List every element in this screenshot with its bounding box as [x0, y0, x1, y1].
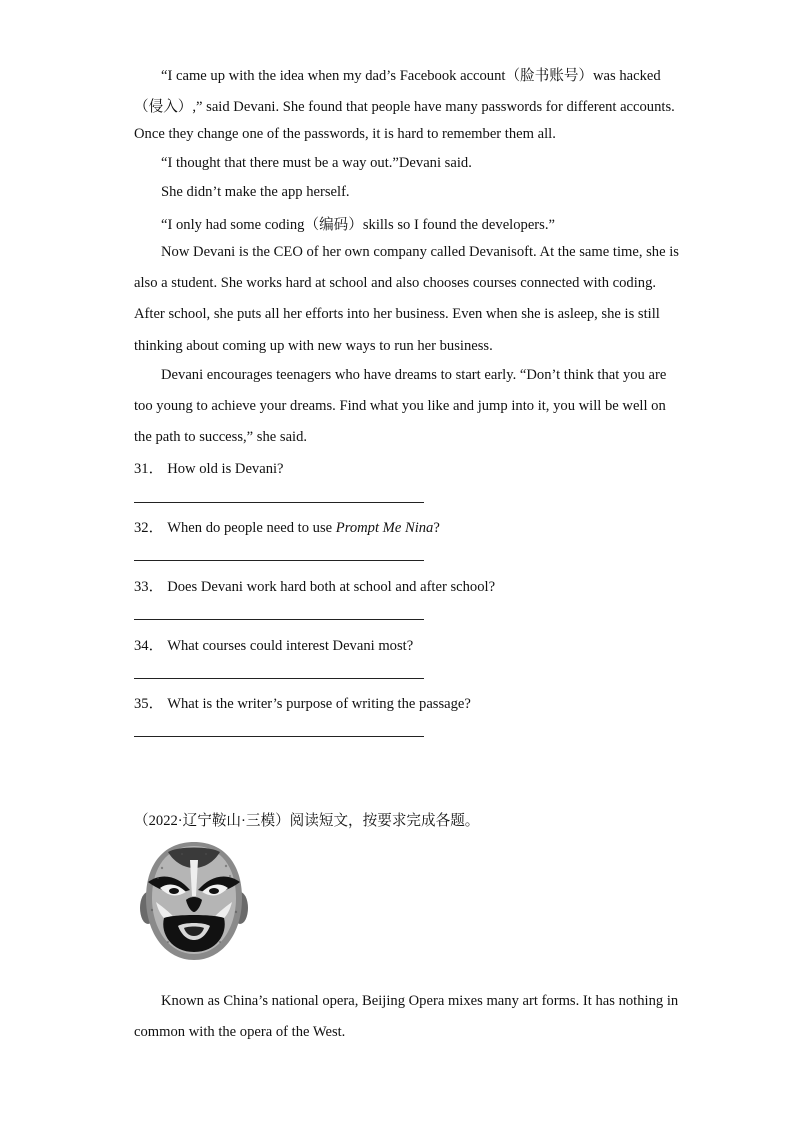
question-number: 34． — [134, 638, 164, 654]
question-text-end: ? — [433, 520, 440, 536]
passage-line: She didn’t make the app herself. — [161, 184, 350, 200]
answer-line-32[interactable] — [134, 560, 424, 561]
question-35 — [134, 692, 471, 713]
passage-line: “I thought that there must be a way out.”Devani said. — [161, 155, 472, 171]
question-34 — [134, 634, 413, 655]
answer-line-34[interactable] — [134, 678, 424, 679]
question-text: What is the writer’s purpose of writing the passage? — [167, 696, 471, 712]
passage-line: common with the opera of the West. — [134, 1024, 346, 1040]
passage-line: “I only had some coding（编码）skills so I found the developers.” — [161, 217, 555, 233]
passage-line: Once they change one of the passwords, it is hard to remember them all. — [134, 126, 556, 142]
question-33 — [134, 575, 495, 596]
question-number: 31． — [134, 461, 164, 477]
passage-line: （侵入）,” said Devani. She found that people have many passwords for different accounts. — [134, 99, 675, 115]
question-number: 33． — [134, 579, 164, 595]
question-number: 35． — [134, 696, 164, 712]
question-32 — [134, 516, 440, 537]
question-text: How old is Devani? — [167, 461, 284, 477]
answer-line-31[interactable] — [134, 502, 424, 503]
passage-line: Known as China’s national opera, Beijing Opera mixes many art forms. It has nothing in — [161, 993, 679, 1009]
question-text: When do people need to use — [167, 520, 336, 536]
answer-line-33[interactable] — [134, 619, 424, 620]
question-31 — [134, 457, 284, 478]
opera-mask-icon — [138, 838, 250, 964]
passage-line: the path to success,” she said. — [134, 429, 308, 445]
question-text: Does Devani work hard both at school and after school? — [167, 579, 496, 595]
passage-line: thinking about coming up with new ways to run her business. — [134, 338, 493, 354]
answer-line-35[interactable] — [134, 736, 424, 737]
app-name: Prompt Me Nina — [335, 520, 434, 536]
question-number: 32． — [134, 520, 164, 536]
passage-line: Devani encourages teenagers who have dreams to start early. “Don’t think that you are — [161, 367, 667, 383]
section-heading: （2022·辽宁鞍山·三模）阅读短文，按要求完成各题。 — [134, 813, 480, 829]
passage-line: too young to achieve your dreams. Find what you like and jump into it, you will be well on — [134, 398, 666, 414]
opera-mask-image — [138, 838, 250, 964]
passage-line: Now Devani is the CEO of her own company called Devanisoft. At the same time, she is — [161, 244, 679, 260]
passage-line: After school, she puts all her efforts into her business. Even when she is asleep, she is still — [134, 306, 660, 322]
passage-line: “I came up with the idea when my dad’s Facebook account（脸书账号）was hacked — [161, 68, 661, 84]
question-text: What courses could interest Devani most? — [167, 638, 414, 654]
passage-line: also a student. She works hard at school and also chooses courses connected with coding. — [134, 275, 657, 291]
